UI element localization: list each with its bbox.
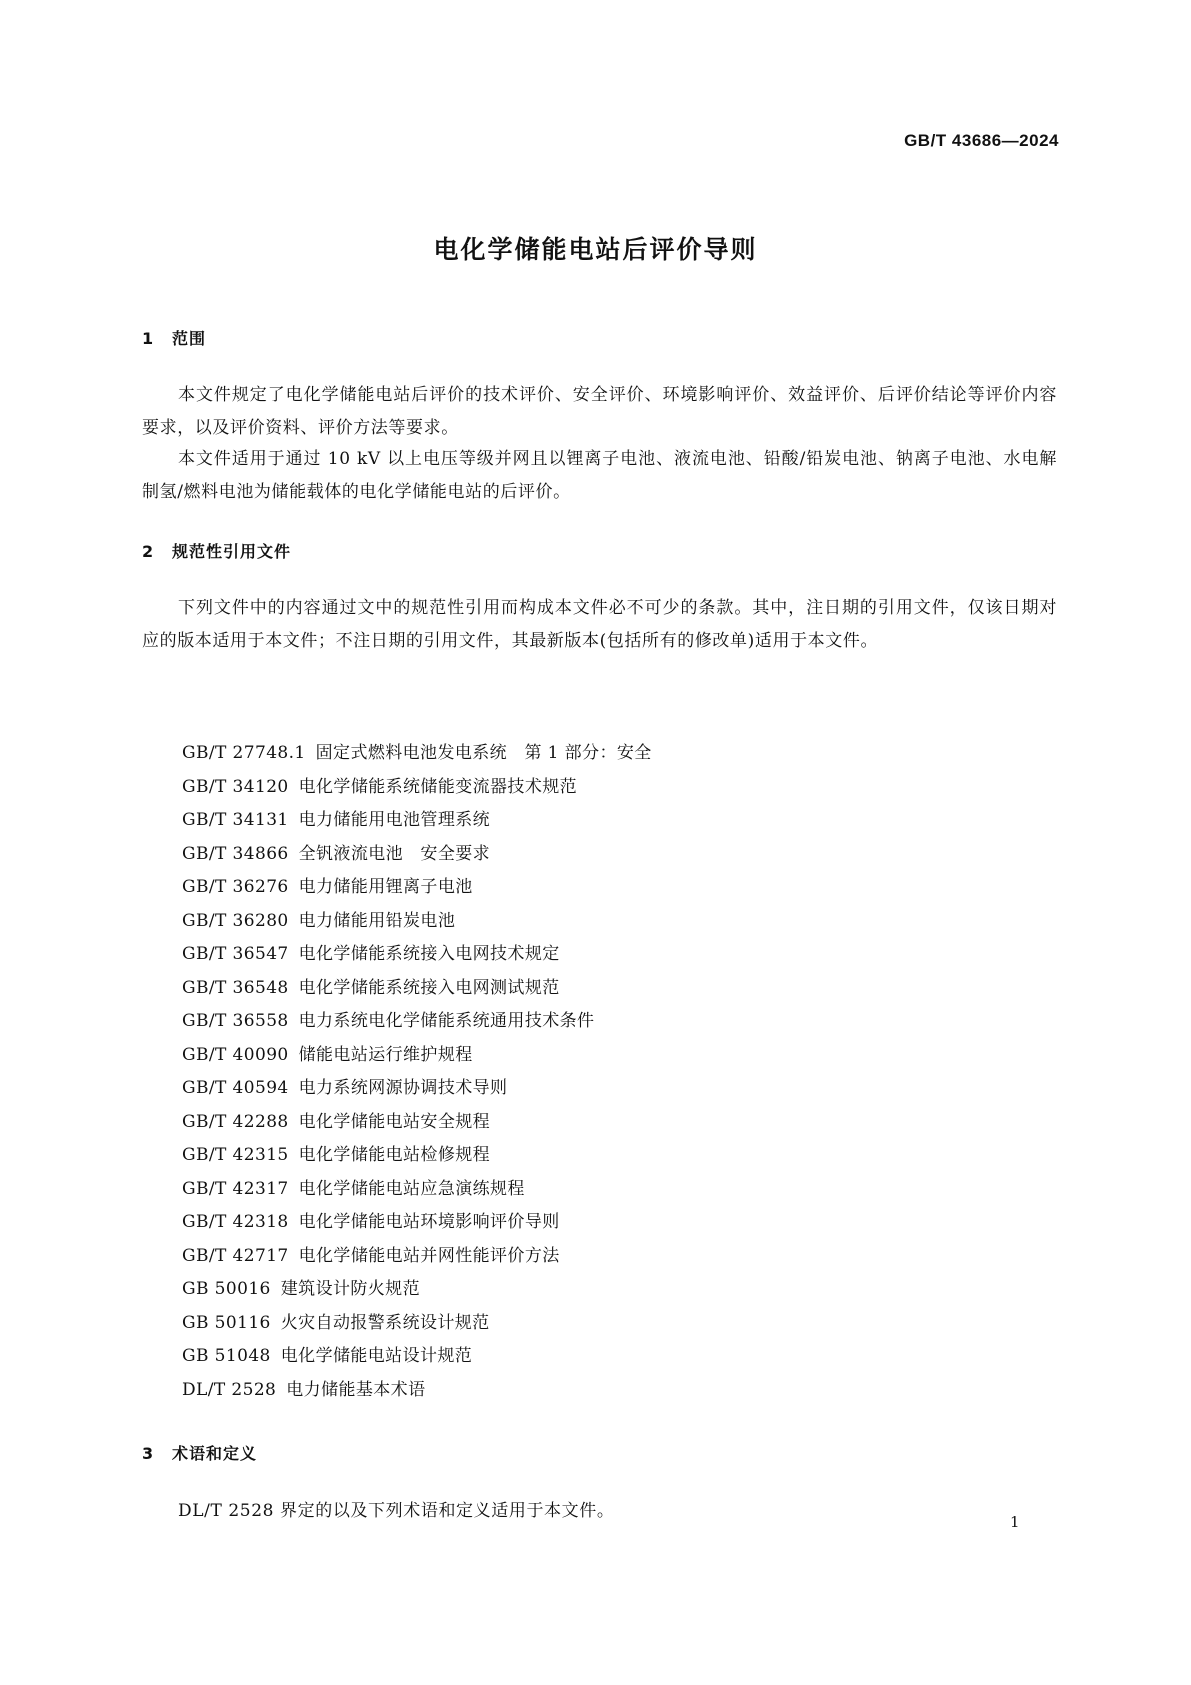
reference-item: [182, 938, 652, 972]
reference-title: 电力系统电化学储能系统通用技术条件: [298, 1011, 595, 1031]
reference-title: 电力储能用铅炭电池: [298, 910, 456, 931]
reference-code: GB/T 27748.1: [182, 743, 306, 763]
reference-code: GB/T 34866: [182, 843, 289, 864]
reference-title: 建筑设计防火规范: [280, 1279, 420, 1299]
reference-item: [182, 1106, 652, 1140]
reference-code: DL/T 2528: [182, 1379, 277, 1400]
reference-title: 固定式燃料电池发电系统 第 1 部分：安全: [315, 743, 652, 763]
reference-item: [182, 1173, 652, 1207]
reference-code: GB/T 36547: [182, 944, 289, 964]
reference-title: 电化学储能电站环境影响评价导则: [298, 1212, 560, 1232]
reference-item: [182, 1340, 652, 1374]
reference-item: [182, 1005, 652, 1039]
reference-code: GB/T 42717: [182, 1245, 289, 1266]
scope-paragraph-2: 本文件适用于通过 10 kV 以上电压等级并网且以锂离子电池、液流电池、铅酸/铅炭电池、钠离子电池、水电解制氢/燃料电池为储能载体的电化学储能电站的后评价。: [142, 449, 1057, 502]
reference-title: 电化学储能电站应急演练规程: [298, 1178, 525, 1199]
reference-code: GB/T 36548: [182, 977, 289, 998]
reference-title: 电化学储能电站设计规范: [280, 1346, 473, 1366]
reference-title: 全钒液流电池 安全要求: [298, 843, 491, 864]
reference-title: 电力储能用锂离子电池: [298, 877, 473, 897]
reference-item: [182, 905, 652, 939]
section-heading-terms: [142, 1441, 257, 1464]
page-number: 1: [1010, 1513, 1020, 1531]
reference-code: GB/T 40594: [182, 1078, 289, 1098]
reference-code: GB/T 42317: [182, 1178, 289, 1199]
reference-title: 电化学储能电站并网性能评价方法: [298, 1245, 560, 1266]
document-title: 电化学储能电站后评价导则: [433, 235, 758, 264]
reference-code: GB/T 42318: [182, 1212, 289, 1232]
reference-code: GB 51048: [182, 1346, 271, 1366]
reference-item: [182, 1139, 652, 1173]
reference-item: [182, 771, 652, 805]
reference-item: [182, 972, 652, 1006]
reference-item: [182, 737, 652, 771]
normative-references-intro: 下列文件中的内容通过文中的规范性引用而构成本文件必不可少的条款。其中，注日期的引用文件，仅该日期对应的版本适用于本文件；不注日期的引用文件，其最新版本(包括所有的修改单)适用于本文件。: [142, 598, 1057, 651]
reference-title: 电化学储能电站检修规程: [298, 1145, 491, 1165]
reference-title: 储能电站运行维护规程: [298, 1044, 473, 1065]
section-heading-scope: [142, 326, 206, 349]
reference-item: [182, 804, 652, 838]
reference-title: 电化学储能电站安全规程: [298, 1111, 491, 1132]
section-title: 术语和定义: [172, 1444, 258, 1463]
reference-item: [182, 1206, 652, 1240]
section-number: 1: [142, 329, 155, 348]
reference-item: [182, 838, 652, 872]
reference-title: 火灾自动报警系统设计规范: [280, 1312, 490, 1333]
reference-item: [182, 871, 652, 905]
reference-title: 电力系统网源协调技术导则: [298, 1078, 508, 1098]
standard-code: GB/T 43686—2024: [904, 131, 1059, 150]
reference-code: GB/T 34131: [182, 810, 289, 830]
terms-intro: DL/T 2528 界定的以及下列术语和定义适用于本文件。: [178, 1501, 615, 1521]
reference-code: GB/T 36276: [182, 877, 289, 897]
reference-list: [182, 737, 652, 1407]
reference-code: GB 50116: [182, 1312, 271, 1333]
section-number: 2: [142, 542, 155, 561]
reference-item: [182, 1240, 652, 1274]
reference-item: [182, 1273, 652, 1307]
reference-code: GB/T 42315: [182, 1145, 289, 1165]
section-heading-normative-references: [142, 539, 291, 562]
section-title: 规范性引用文件: [172, 542, 292, 561]
reference-item: [182, 1374, 652, 1408]
section-number: 3: [142, 1444, 155, 1463]
scope-paragraph-1: 本文件规定了电化学储能电站后评价的技术评价、安全评价、环境影响评价、效益评价、后评价结论等评价内容要求，以及评价资料、评价方法等要求。: [142, 385, 1057, 438]
reference-title: 电力储能基本术语: [286, 1379, 426, 1400]
reference-item: [182, 1072, 652, 1106]
reference-item: [182, 1307, 652, 1341]
reference-code: GB/T 40090: [182, 1044, 289, 1065]
reference-title: 电化学储能系统储能变流器技术规范: [298, 776, 578, 797]
reference-title: 电力储能用电池管理系统: [298, 810, 491, 830]
section-title: 范围: [172, 329, 207, 348]
reference-code: GB/T 42288: [182, 1111, 289, 1132]
reference-code: GB/T 34120: [182, 776, 289, 797]
reference-item: [182, 1039, 652, 1073]
reference-code: GB 50016: [182, 1279, 271, 1299]
reference-code: GB/T 36280: [182, 910, 289, 931]
reference-title: 电化学储能系统接入电网测试规范: [298, 977, 560, 998]
reference-title: 电化学储能系统接入电网技术规定: [298, 944, 560, 964]
reference-code: GB/T 36558: [182, 1011, 289, 1031]
